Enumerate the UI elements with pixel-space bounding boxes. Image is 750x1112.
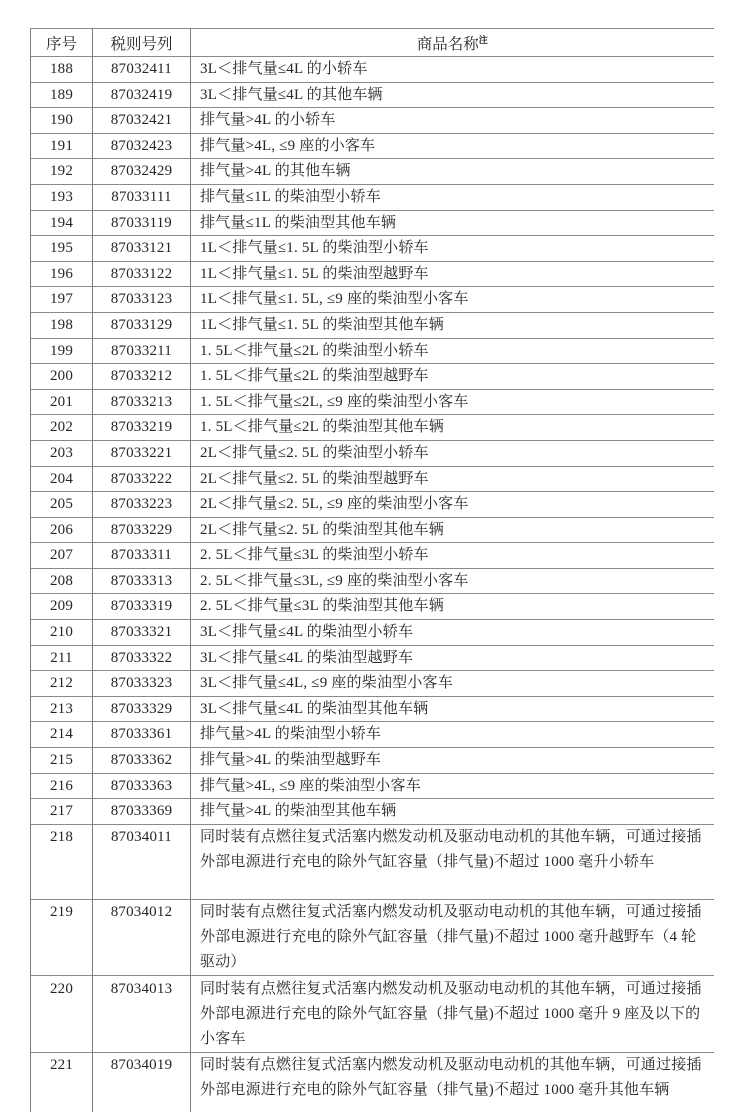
row-index: 220 — [31, 976, 93, 1053]
row-code: 87033329 — [93, 696, 191, 722]
row-index: 190 — [31, 108, 93, 134]
row-code: 87032411 — [93, 57, 191, 83]
row-name: 1. 5L＜排气量≤2L 的柴油型小轿车 — [191, 338, 714, 364]
row-name: 1. 5L＜排气量≤2L, ≤9 座的柴油型小客车 — [191, 389, 714, 415]
row-code: 87033213 — [93, 389, 191, 415]
row-code: 87033323 — [93, 671, 191, 697]
row-name: 3L＜排气量≤4L 的柴油型越野车 — [191, 645, 714, 671]
table-row — [31, 82, 714, 108]
row-code: 87033221 — [93, 440, 191, 466]
table-row — [31, 108, 714, 134]
row-name: 2. 5L＜排气量≤3L, ≤9 座的柴油型小客车 — [191, 568, 714, 594]
row-name: 2L＜排气量≤2. 5L 的柴油型越野车 — [191, 466, 714, 492]
row-index: 202 — [31, 415, 93, 441]
row-index: 200 — [31, 364, 93, 390]
row-index: 218 — [31, 824, 93, 899]
row-index: 197 — [31, 287, 93, 313]
table-row — [31, 517, 714, 543]
row-index: 203 — [31, 440, 93, 466]
col-header-code: 税则号列 — [93, 29, 191, 57]
row-name: 排气量≤1L 的柴油型小轿车 — [191, 184, 714, 210]
row-name: 2L＜排气量≤2. 5L, ≤9 座的柴油型小客车 — [191, 492, 714, 518]
row-code: 87033122 — [93, 261, 191, 287]
table-row — [31, 568, 714, 594]
row-code: 87033361 — [93, 722, 191, 748]
row-name: 2L＜排气量≤2. 5L 的柴油型小轿车 — [191, 440, 714, 466]
row-code: 87033219 — [93, 415, 191, 441]
row-name: 排气量>4L, ≤9 座的小客车 — [191, 133, 714, 159]
row-index: 213 — [31, 696, 93, 722]
row-code: 87033311 — [93, 543, 191, 569]
row-index: 211 — [31, 645, 93, 671]
table-row — [31, 133, 714, 159]
row-code: 87033223 — [93, 492, 191, 518]
table-row — [31, 899, 714, 976]
row-code: 87032419 — [93, 82, 191, 108]
table-row — [31, 287, 714, 313]
table-row — [31, 671, 714, 697]
row-name: 1L＜排气量≤1. 5L 的柴油型越野车 — [191, 261, 714, 287]
row-name: 排气量>4L 的其他车辆 — [191, 159, 714, 185]
row-code: 87032423 — [93, 133, 191, 159]
row-index: 188 — [31, 57, 93, 83]
footnote-marker: 注 — [478, 34, 488, 45]
table-row — [31, 210, 714, 236]
col-header-name-label: 商品名称 — [416, 35, 479, 53]
row-index: 208 — [31, 568, 93, 594]
tariff-table-body — [31, 57, 714, 1112]
table-row — [31, 976, 714, 1053]
table-row — [31, 594, 714, 620]
table-row — [31, 748, 714, 774]
row-index: 221 — [31, 1052, 93, 1112]
row-name: 同时装有点燃往复式活塞内燃发动机及驱动电动机的其他车辆，可通过接插外部电源进行充电的除外气缸容量（排气量)不超过 1000 毫升越野车（4 轮驱动） — [191, 899, 714, 976]
row-code: 87033322 — [93, 645, 191, 671]
row-name: 1. 5L＜排气量≤2L 的柴油型越野车 — [191, 364, 714, 390]
row-name: 同时装有点燃往复式活塞内燃发动机及驱动电动机的其他车辆，可通过接插外部电源进行充电的除外气缸容量（排气量)不超过 1000 毫升 9 座及以下的小客车 — [191, 976, 714, 1053]
table-row — [31, 261, 714, 287]
row-code: 87034012 — [93, 899, 191, 976]
row-name: 2L＜排气量≤2. 5L 的柴油型其他车辆 — [191, 517, 714, 543]
row-index: 212 — [31, 671, 93, 697]
table-row — [31, 773, 714, 799]
table-row — [31, 466, 714, 492]
row-name: 1L＜排气量≤1. 5L 的柴油型其他车辆 — [191, 312, 714, 338]
row-code: 87034019 — [93, 1052, 191, 1112]
row-index: 195 — [31, 236, 93, 262]
table-row — [31, 492, 714, 518]
row-index: 210 — [31, 620, 93, 646]
row-code: 87033123 — [93, 287, 191, 313]
table-row — [31, 1052, 714, 1112]
row-name: 排气量>4L 的柴油型小轿车 — [191, 722, 714, 748]
row-code: 87033362 — [93, 748, 191, 774]
row-code: 87033222 — [93, 466, 191, 492]
table-row — [31, 824, 714, 899]
row-index: 215 — [31, 748, 93, 774]
row-code: 87033129 — [93, 312, 191, 338]
row-code: 87033363 — [93, 773, 191, 799]
row-code: 87032429 — [93, 159, 191, 185]
table-row — [31, 415, 714, 441]
row-name: 排气量≤1L 的柴油型其他车辆 — [191, 210, 714, 236]
table-row — [31, 159, 714, 185]
row-code: 87033313 — [93, 568, 191, 594]
row-name: 排气量>4L 的柴油型其他车辆 — [191, 799, 714, 825]
row-index: 205 — [31, 492, 93, 518]
table-row — [31, 696, 714, 722]
row-index: 216 — [31, 773, 93, 799]
row-index: 217 — [31, 799, 93, 825]
row-code: 87033212 — [93, 364, 191, 390]
row-code: 87033121 — [93, 236, 191, 262]
table-row — [31, 184, 714, 210]
row-name: 排气量>4L 的柴油型越野车 — [191, 748, 714, 774]
row-name: 3L＜排气量≤4L 的小轿车 — [191, 57, 714, 83]
table-row — [31, 620, 714, 646]
table-row — [31, 312, 714, 338]
row-name: 排气量>4L, ≤9 座的柴油型小客车 — [191, 773, 714, 799]
row-name: 同时装有点燃往复式活塞内燃发动机及驱动电动机的其他车辆，可通过接插外部电源进行充电的除外气缸容量（排气量)不超过 1000 毫升其他车辆 — [191, 1052, 714, 1112]
row-code: 87033369 — [93, 799, 191, 825]
row-code: 87034011 — [93, 824, 191, 899]
tariff-table — [30, 28, 714, 1112]
row-name: 2. 5L＜排气量≤3L 的柴油型小轿车 — [191, 543, 714, 569]
header-row — [31, 29, 714, 57]
row-index: 204 — [31, 466, 93, 492]
row-name: 2. 5L＜排气量≤3L 的柴油型其他车辆 — [191, 594, 714, 620]
row-index: 189 — [31, 82, 93, 108]
table-row — [31, 57, 714, 83]
table-row — [31, 799, 714, 825]
row-name: 排气量>4L 的小轿车 — [191, 108, 714, 134]
table-row — [31, 543, 714, 569]
row-code: 87032421 — [93, 108, 191, 134]
row-index: 199 — [31, 338, 93, 364]
row-code: 87033111 — [93, 184, 191, 210]
row-name: 同时装有点燃往复式活塞内燃发动机及驱动电动机的其他车辆，可通过接插外部电源进行充电的除外气缸容量（排气量)不超过 1000 毫升小轿车 — [191, 824, 714, 899]
row-name: 1. 5L＜排气量≤2L 的柴油型其他车辆 — [191, 415, 714, 441]
row-index: 209 — [31, 594, 93, 620]
row-name: 1L＜排气量≤1. 5L 的柴油型小轿车 — [191, 236, 714, 262]
table-row — [31, 645, 714, 671]
col-header-index: 序号 — [31, 29, 93, 57]
row-index: 193 — [31, 184, 93, 210]
table-row — [31, 364, 714, 390]
table-row — [31, 389, 714, 415]
row-index: 198 — [31, 312, 93, 338]
row-code: 87034013 — [93, 976, 191, 1053]
row-index: 191 — [31, 133, 93, 159]
row-name: 3L＜排气量≤4L 的柴油型小轿车 — [191, 620, 714, 646]
row-name: 3L＜排气量≤4L 的其他车辆 — [191, 82, 714, 108]
row-code: 87033319 — [93, 594, 191, 620]
row-index: 192 — [31, 159, 93, 185]
row-index: 219 — [31, 899, 93, 976]
row-index: 214 — [31, 722, 93, 748]
table-row — [31, 338, 714, 364]
row-code: 87033119 — [93, 210, 191, 236]
col-header-name — [191, 29, 714, 57]
table-row — [31, 236, 714, 262]
table-row — [31, 440, 714, 466]
row-index: 207 — [31, 543, 93, 569]
row-name: 3L＜排气量≤4L, ≤9 座的柴油型小客车 — [191, 671, 714, 697]
row-name: 3L＜排气量≤4L 的柴油型其他车辆 — [191, 696, 714, 722]
row-code: 87033211 — [93, 338, 191, 364]
row-index: 201 — [31, 389, 93, 415]
row-name: 1L＜排气量≤1. 5L, ≤9 座的柴油型小客车 — [191, 287, 714, 313]
row-index: 196 — [31, 261, 93, 287]
row-code: 87033229 — [93, 517, 191, 543]
row-index: 194 — [31, 210, 93, 236]
row-index: 206 — [31, 517, 93, 543]
row-code: 87033321 — [93, 620, 191, 646]
table-row — [31, 722, 714, 748]
